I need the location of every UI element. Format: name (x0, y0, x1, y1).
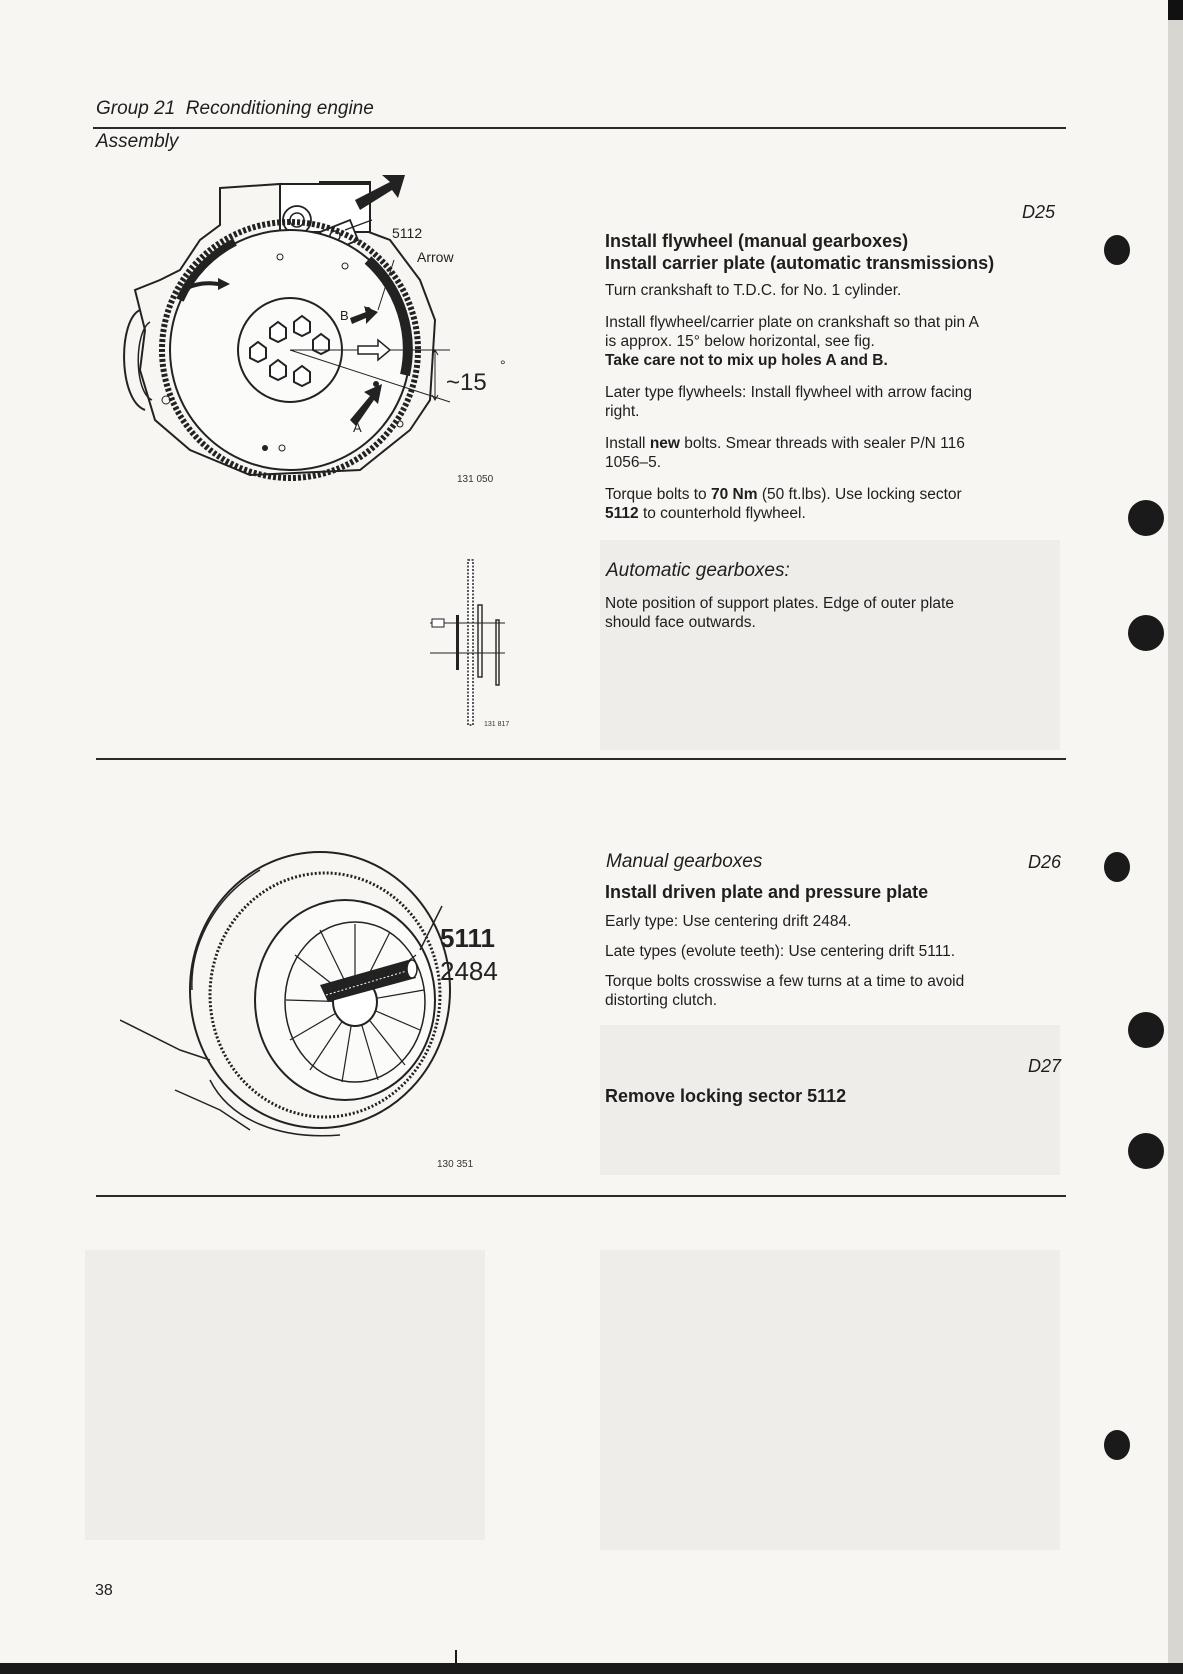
label-2484: 2484 (440, 956, 498, 986)
label-angle: ~15 (446, 369, 487, 396)
label-5112: 5112 (392, 225, 423, 241)
automatic-gearboxes-heading: Automatic gearboxes: (606, 560, 790, 581)
binder-hole (1128, 1012, 1164, 1048)
figure-caption: 130 351 (437, 1159, 474, 1170)
d26-title: Install driven plate and pressure plate (605, 882, 929, 902)
binder-hole (1128, 615, 1164, 651)
label-b: B (340, 308, 349, 323)
label-5111: 5111 (440, 923, 495, 953)
d25-para-3-line-2: right. (605, 403, 640, 420)
d25-warning: Take care not to mix up holes A and B. (605, 352, 888, 369)
auto-para-line-1: Note position of support plates. Edge of outer plate (605, 595, 954, 612)
code-d25: D25 (1022, 202, 1056, 222)
d25-para-3-line-1: Later type flywheels: Install flywheel with arrow facing (605, 384, 972, 401)
code-d27: D27 (1028, 1056, 1062, 1076)
group-title: Group 21 Reconditioning engine (96, 98, 374, 119)
d25-para-4-line-1: Install new bolts. Smear threads with sealer P/N 116 (605, 435, 965, 452)
d26-para-3-line-1: Torque bolts crosswise a few turns at a time to avoid (605, 973, 965, 990)
header-rule (93, 127, 1066, 129)
section-rule (96, 1195, 1066, 1197)
d25-title-1: Install flywheel (manual gearboxes) (605, 231, 909, 251)
d25-para-2-line-2: is approx. 15° below horizontal, see fig. (605, 333, 875, 350)
page-number: 38 (95, 1582, 113, 1599)
support-plates-figure (420, 555, 520, 735)
binder-hole (1128, 1133, 1164, 1169)
d25-title-2: Install carrier plate (automatic transmissions) (605, 253, 995, 273)
binder-hole (1104, 1430, 1130, 1460)
section-title: Assembly (96, 131, 179, 152)
label-a: A (353, 420, 362, 435)
figure-caption: 131 817 (484, 721, 510, 728)
binder-hole (1104, 235, 1130, 265)
d25-para-5-line-1: Torque bolts to 70 Nm (50 ft.lbs). Use locking sector (605, 486, 962, 503)
auto-para-line-2: should face outwards. (605, 614, 756, 631)
figure-caption: 131 050 (457, 474, 494, 485)
page-corner (1168, 0, 1183, 20)
label-arrow: Arrow (417, 249, 454, 265)
d25-para-5-line-2: 5112 to counterhold flywheel. (605, 505, 806, 522)
flywheel-figure (120, 170, 540, 510)
binder-hole (1128, 500, 1164, 536)
d27-title: Remove locking sector 5112 (605, 1086, 847, 1106)
page-edge (1168, 0, 1183, 1674)
d25-para-2-line-1: Install flywheel/carrier plate on crankshaft so that pin A (605, 314, 979, 331)
bottom-tick (455, 1650, 457, 1663)
shade-block (85, 1250, 485, 1540)
bottom-bar (0, 1663, 1183, 1674)
d25-para-4-line-2: 1056–5. (605, 454, 662, 471)
clutch-figure (120, 840, 540, 1180)
d25-para-1: Turn crankshaft to T.D.C. for No. 1 cylinder. (605, 282, 902, 299)
d26-para-3-line-2: distorting clutch. (605, 992, 717, 1009)
code-d26: D26 (1028, 852, 1062, 872)
shade-block (600, 1250, 1060, 1550)
manual-gearboxes-heading: Manual gearboxes (606, 851, 763, 872)
binder-hole (1104, 852, 1130, 882)
d26-para-2: Late types (evolute teeth): Use centering drift 5111. (605, 943, 956, 960)
section-rule (96, 758, 1066, 760)
label-degree: ° (500, 357, 506, 373)
d26-para-1: Early type: Use centering drift 2484. (605, 913, 852, 930)
